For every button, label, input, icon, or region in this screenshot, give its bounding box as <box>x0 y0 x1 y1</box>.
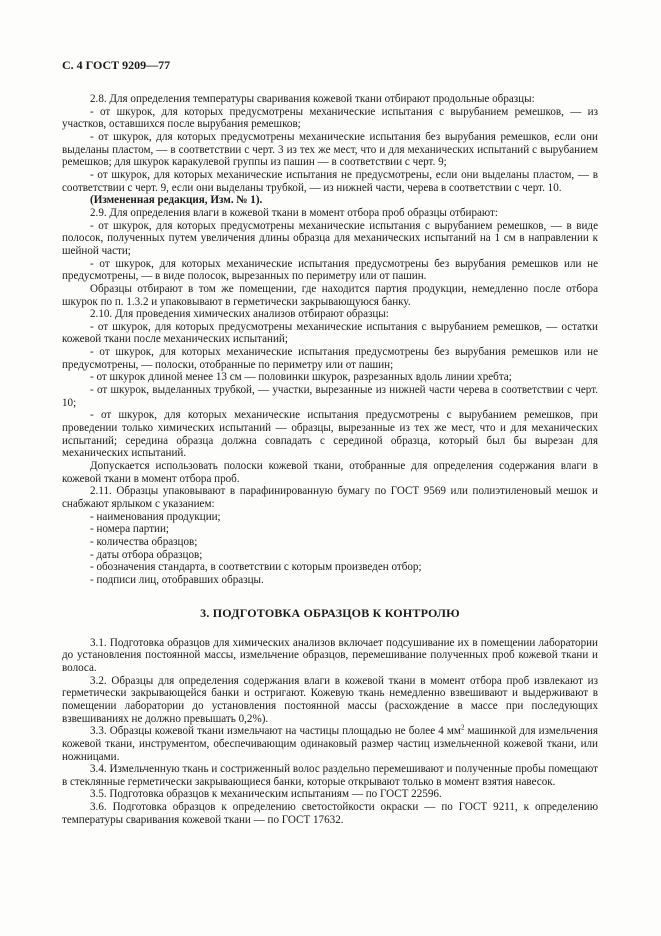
paragraph: Образцы отбирают в том же помещении, где находится партия продукции, немедленно после отбора шкурок по п. 1.3.2 и упаковывают в герметически закрывающуюся банку. <box>62 282 598 308</box>
paragraph: 3.1. Подготовка образцов для химических анализов включает подсушивание их в помещении лаборатории до установления постоянной массы, измельчение образцов, перемешивание полученных проб кожевой ткани и волоса. <box>62 636 598 674</box>
paragraph: 2.11. Образцы упаковывают в парафинированную бумагу по ГОСТ 9569 или полиэтиленовый мешок и снабжают ярлыком с указанием: <box>62 485 598 510</box>
paragraph: - подписи лиц, отобравших образцы. <box>90 573 264 586</box>
section-3-title: 3. ПОДГОТОВКА ОБРАЗЦОВ К КОНТРОЛЮ <box>200 605 460 620</box>
paragraph: 3.4. Измельченную ткань и состриженный волос раздельно перемешивают и полученные пробы помещают в стеклянные герметически закрывающиеся банки, которые открывают только в момент взятия навесок. <box>62 763 598 788</box>
paragraph: - от шкурок, для которых механические испытания не предусмотрены, если они выделаны пластом, — в соответствии с черт. 9, если они выделаны трубкой, — из нижней части, черева в соответствии с черт. 10. <box>62 168 598 194</box>
paragraph: 2.10. Для проведения химических анализов отбирают образцы: <box>90 308 389 321</box>
page-header: С. 4 ГОСТ 9209—77 <box>62 58 171 72</box>
paragraph: 3.2. Образцы для определения содержания влаги в кожевой ткани в момент отбора проб извлекают из герметически закрывающейся банки и остригают. Кожевую ткань немедленно взвешивают и выдерживают в помещении лаборатории до установления постоянной массы (расхождение в массе при последующих взвешиваниях не должно превышать 0,2%). <box>62 674 598 725</box>
paragraph: - от шкурок, для которых механические испытания предусмотрены с вырубанием ремешков, при проведении только химических испытаний — образцы, вырезанные из тех же мест, что и для механических испытаний; середина образца должна совпадать с серединой образца, который был бы вырезан для механических испытаний. <box>62 409 598 460</box>
section-2-body <box>62 93 598 587</box>
paragraph: - наименования продукции; <box>90 510 221 523</box>
paragraph: - количества образцов; <box>90 535 198 548</box>
paragraph: - от шкурок, выделанных трубкой, — участки, вырезанные из нижней части черева в соответствии с черт. 10; <box>62 384 598 409</box>
paragraph: 3.6. Подготовка образцов к определению светостойкости окраски — по ГОСТ 9211, к определению температуры сваривания кожевой ткани — по ГОСТ 17632. <box>62 801 598 826</box>
section-3-body <box>62 637 598 827</box>
paragraph: - от шкурок, для которых предусмотрены механические испытания с вырубанием ремешков, — в виде полосок, полученных путем увеличения длины образца для механических испытаний на 1 см в направлении к шейной части; <box>62 219 598 257</box>
paragraph: - номера партии; <box>90 523 169 536</box>
paragraph-text: машинкой для измельчения кожевой ткани, инструментом, обеспечивающим одинаковый размер частиц измельченной кожевой ткани, или ножницами. <box>62 725 598 763</box>
paragraph: - от шкурок, для которых предусмотрены механические испытания без вырубания ремешков, если они выделаны пластом, — в соответствии с черт. 3 из тех же мест, что и для механических испытаний с вырубанием ремешков; для шкурок каракулевой группы из пашин — в соответствии с черт. 9; <box>62 130 598 169</box>
paragraph: - от шкурок, для которых предусмотрены механические испытания с вырубанием ремешков, — из участков, оставшихся после вырубания ремешков; <box>62 105 598 131</box>
paragraph: 2.8. Для определения температуры сваривания кожевой ткани отбирают продольные образцы: <box>90 93 535 105</box>
paragraph: - от шкурок, для которых предусмотрены механические испытания с вырубанием ремешков, — остатки кожевой ткани после механических испытаний; <box>62 320 598 346</box>
paragraph: Допускается использовать полоски кожевой ткани, отобранные для определения содержания влаги в кожевой ткани в момент отбора проб. <box>62 460 598 485</box>
paragraph: - от шкурок, для которых механические испытания предусмотрены без вырубания ремешков или не предусмотрены, — полоски, отобранные по периметру или от пашин; <box>62 346 598 371</box>
paragraph: - от шкурок длиной менее 13 см — половинки шкурок, разрезанных вдоль линии хребта; <box>90 371 512 384</box>
document-page <box>62 58 598 826</box>
paragraph-text: 3.3. Образцы кожевой ткани измельчают на частицы площадью не более 4 мм <box>90 725 461 738</box>
amendment-note: (Измененная редакция, Изм. № 1). <box>90 194 263 207</box>
paragraph: - даты отбора образцов; <box>90 548 203 561</box>
paragraph: 3.5. Подготовка образцов к механическим испытаниям — по ГОСТ 22596. <box>90 788 442 801</box>
paragraph: - от шкурок, для которых механические испытания предусмотрены без вырубания ремешков или не предусмотрены, — в виде полосок, вырезанных по периметру или от пашин. <box>62 257 598 283</box>
paragraph <box>62 725 598 763</box>
superscript: 2 <box>460 723 465 732</box>
paragraph: - обозначения стандарта, в соответствии с которым произведен отбор; <box>90 561 422 574</box>
paragraph: 2.9. Для определения влаги в кожевой ткани в момент отбора проб образцы отбирают: <box>90 206 498 219</box>
